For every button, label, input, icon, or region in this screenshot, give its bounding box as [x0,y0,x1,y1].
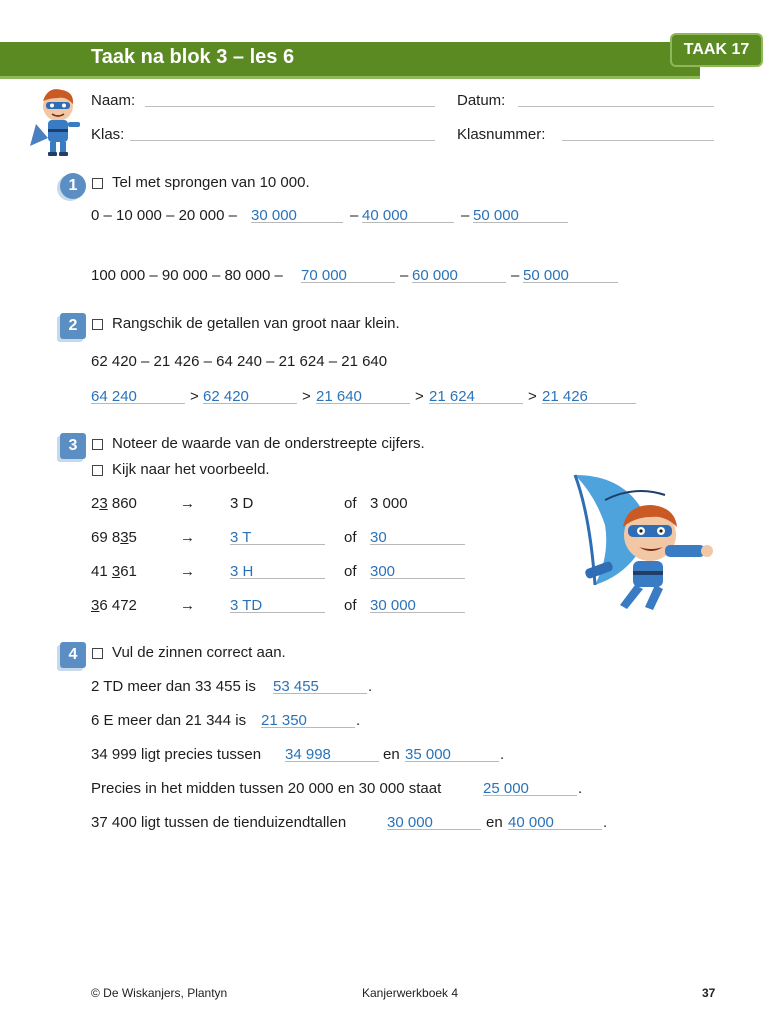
task-3-row-4-unit: 3 TD [230,597,263,614]
task-1-row-2-sep-1: – [400,267,409,284]
task-2-instruction: Rangschik de getallen van groot naar klein. [112,315,400,332]
task-4-sentence-5-answer-1: 30 000 [387,814,433,831]
task-1-row-2-blank-1[interactable] [301,282,395,283]
task-4-sentence-4: Precies in het midden tussen 20 000 en 30 000 staat [91,780,442,797]
task-3-number: 3 [60,433,86,459]
task-4-instruction: Vul de zinnen correct aan. [112,644,286,661]
task-4-sentence-2-blank[interactable] [261,727,355,728]
arrow-icon: → [180,563,195,580]
task-1-row-1-answer-1: 30 000 [251,207,297,224]
task-3-row-4-value-blank[interactable] [370,612,465,613]
task-4-sentence-1-answer: 53 455 [273,678,319,695]
task-3-row-3-of: of [344,563,357,580]
task-4-sentence-1-end: . [368,678,373,695]
underlined-digit: 3 [91,597,100,614]
task-1-row-2-blank-2[interactable] [412,282,506,283]
task-1-row-1-answer-3: 50 000 [473,207,519,224]
task-1-row-1-blank-2[interactable] [362,222,454,223]
task-3-row-2-number: 69 835 [91,529,137,546]
task-3-row-3-value-blank[interactable] [370,578,465,579]
underlined-digit: 3 [99,495,108,512]
task-4-sentence-3-mid: en [383,746,400,763]
task-1-row-1-blank-1[interactable] [251,222,343,223]
task-4-sentence-5-blank-1[interactable] [387,829,481,830]
task-1-row-2-sep-2: – [511,267,520,284]
task-3-row-2-unit: 3 T [230,529,252,546]
klas-field[interactable] [130,140,435,141]
underlined-digit: 3 [111,563,121,580]
task-1-row-2-prefix: 100 000 – 90 000 – 80 000 – [91,267,283,284]
arrow-icon: → [180,597,195,614]
mascot-small-image [28,86,84,158]
task-2-answer-2: 62 420 [203,388,249,405]
task-2-blank-5[interactable] [542,403,636,404]
task-4-sentence-4-end: . [578,780,583,797]
task-4-sentence-3-end: . [500,746,505,763]
task-1-instruction: Tel met sprongen van 10 000. [112,174,310,191]
task-2-blank-3[interactable] [316,403,410,404]
task-3-row-4-of: of [344,597,357,614]
task-3-row-1-of: of [344,495,357,512]
task-4-number: 4 [60,642,86,668]
naam-field[interactable] [145,106,435,107]
task-3-row-1-value: 3 000 [370,495,408,512]
task-4-sentence-5-mid: en [486,814,503,831]
task-3-instruction-1: Noteer de waarde van de onderstreepte cijfers. [112,435,425,452]
task-2-blank-4[interactable] [429,403,523,404]
task-1-row-1-sep-2: – [461,207,470,224]
task-1-checkbox[interactable] [92,178,103,189]
task-1-row-1-answer-2: 40 000 [362,207,408,224]
task-4-sentence-3-answer-1: 34 998 [285,746,331,763]
task-3-row-4-number: 36 472 [91,597,137,614]
task-3-row-4-value: 30 000 [370,597,416,614]
task-2-numbers: 62 420 – 21 426 – 64 240 – 21 624 – 21 640 [91,353,388,370]
task-4-sentence-3: 34 999 ligt precies tussen [91,746,262,763]
task-4-sentence-2-answer: 21 350 [261,712,307,729]
footer-book-title: Kanjerwerkboek 4 [362,986,459,1000]
task-1-row-2-answer-2: 60 000 [412,267,458,284]
task-4-sentence-3-answer-2: 35 000 [405,746,451,763]
task-1-number: 1 [60,173,86,199]
footer-copyright: © De Wiskanjers, Plantyn [91,986,228,1000]
task-2-sep-1: > [190,388,199,405]
task-3-row-1-unit: 3 D [230,495,254,512]
task-badge: TAAK 17 [670,33,763,67]
task-3-row-2-unit-blank[interactable] [230,544,325,545]
task-3-checkbox-2[interactable] [92,465,103,476]
task-1-row-1-prefix: 0 – 10 000 – 20 000 – [91,207,237,224]
task-2-answer-5: 21 426 [542,388,588,405]
task-2-blank-2[interactable] [203,403,297,404]
task-2-checkbox[interactable] [92,319,103,330]
arrow-icon: → [180,495,195,512]
task-3-row-2-value: 30 [370,529,387,546]
task-4-sentence-4-blank[interactable] [483,795,577,796]
task-4-sentence-5-blank-2[interactable] [508,829,602,830]
task-4-sentence-1: 2 TD meer dan 33 455 is [91,678,256,695]
mascot-superhero-image [565,465,720,615]
task-4-checkbox[interactable] [92,648,103,659]
task-3-row-2-of: of [344,529,357,546]
task-4-sentence-1-blank[interactable] [273,693,367,694]
task-1-row-2-answer-1: 70 000 [301,267,347,284]
task-3-instruction-2: Kijk naar het voorbeeld. [112,461,270,478]
datum-field[interactable] [518,106,714,107]
task-3-row-3-unit: 3 H [230,563,254,580]
task-3-row-3-value: 300 [370,563,396,580]
task-4-sentence-5-end: . [603,814,608,831]
task-2-sep-2: > [302,388,311,405]
datum-label: Datum: [457,92,506,109]
task-3-row-3-unit-blank[interactable] [230,578,325,579]
arrow-icon: → [180,529,195,546]
task-2-sep-3: > [415,388,424,405]
task-2-answer-1: 64 240 [91,388,137,405]
naam-label: Naam: [91,92,136,109]
task-2-blank-1[interactable] [91,403,185,404]
task-4-sentence-2: 6 E meer dan 21 344 is [91,712,247,729]
klasnummer-label: Klasnummer: [457,126,546,143]
page-title: Taak na blok 3 – les 6 [91,46,295,68]
task-2-answer-4: 21 624 [429,388,475,405]
task-4-sentence-2-end: . [356,712,361,729]
klasnummer-field[interactable] [562,140,714,141]
task-1-row-1-sep-1: – [350,207,359,224]
task-4-sentence-5-answer-2: 40 000 [508,814,554,831]
task-2-number: 2 [60,313,86,339]
task-2-sep-4: > [528,388,537,405]
task-3-row-2-value-blank[interactable] [370,544,465,545]
task-3-row-3-number: 41 361 [91,563,137,580]
footer-page-number: 37 [702,986,716,1000]
task-4-sentence-5: 37 400 ligt tussen de tienduizendtallen [91,814,347,831]
task-3-row-4-unit-blank[interactable] [230,612,325,613]
task-1-row-2-answer-3: 50 000 [523,267,569,284]
task-3-checkbox-1[interactable] [92,439,103,450]
task-1-row-1-blank-3[interactable] [473,222,568,223]
task-4-sentence-3-blank-1[interactable] [285,761,379,762]
underlined-digit: 3 [120,529,129,546]
klas-label: Klas: [91,126,125,143]
task-3-row-1-number: 23 860 [91,495,137,512]
task-2-answer-3: 21 640 [316,388,362,405]
task-1-row-2-blank-3[interactable] [523,282,618,283]
task-4-sentence-3-blank-2[interactable] [405,761,499,762]
task-4-sentence-4-answer: 25 000 [483,780,529,797]
